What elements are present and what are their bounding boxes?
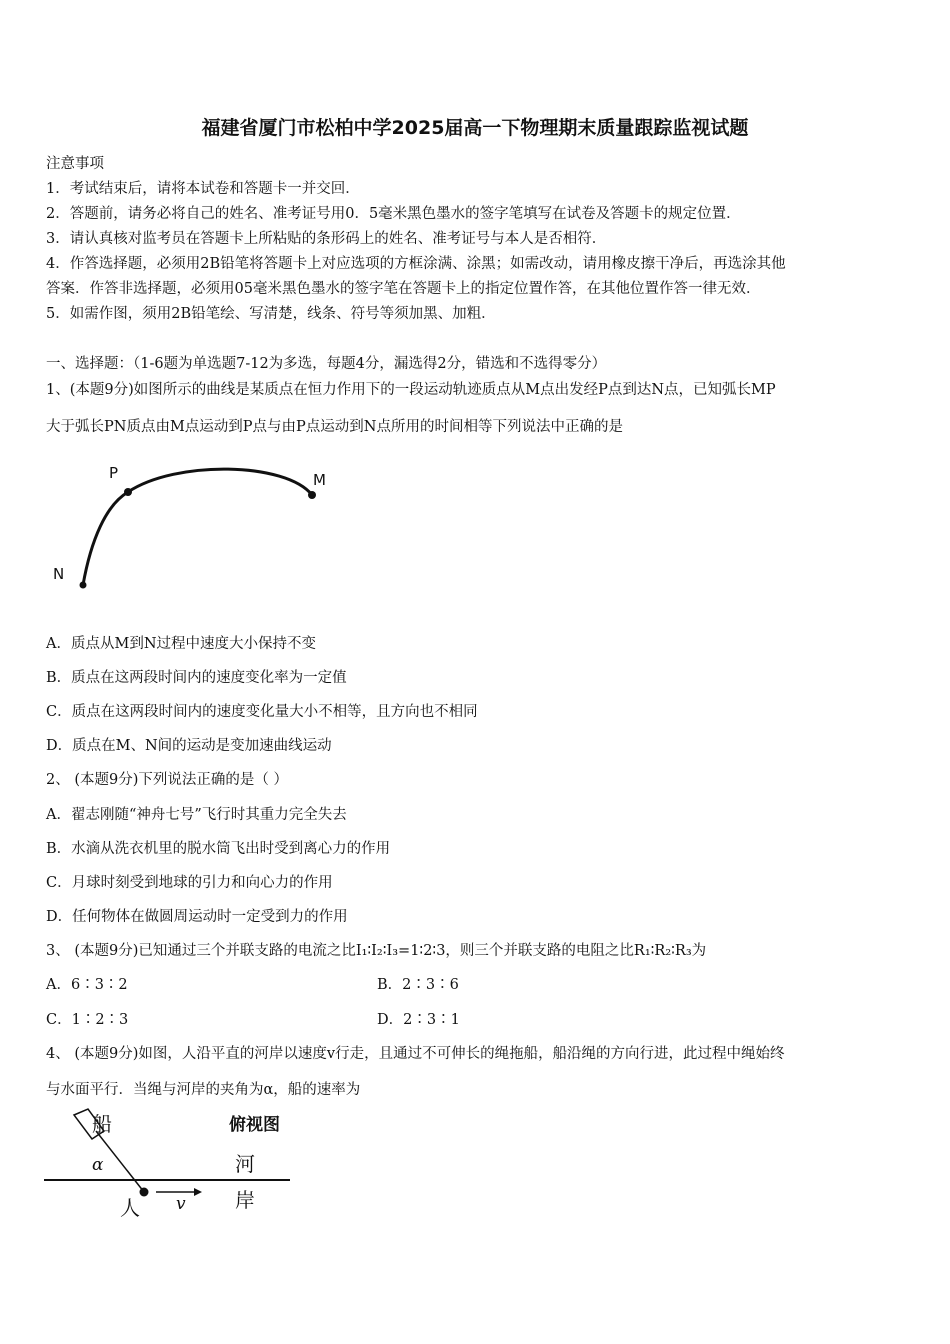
notice-item: 5．如需作图，须用2B铅笔绘、写清楚，线条、符号等须加黑、加粗． [46, 306, 496, 322]
notice-item: 3．请认真核对监考员在答题卡上所粘贴的条形码上的姓名、准考证号与本人是否相符． [46, 231, 607, 247]
label-n: N [53, 565, 65, 583]
q1-option-b: B．质点在这两段时间内的速度变化率为一定值 [46, 670, 347, 686]
point-n [80, 582, 87, 589]
label-river: 河 [235, 1152, 255, 1176]
page-title: 福建省厦门市松柏中学2025届高一下物理期末质量跟踪监视试题 [201, 117, 749, 139]
person-point [140, 1188, 149, 1197]
q1-stem-line2: 大于弧长PN质点由M点运动到P点与由P点运动到N点所用的时间相等下列说法中正确的是 [46, 419, 623, 435]
section-heading: 一、选择题：（1-6题为单选题7-12为多选，每题4分，漏选得2分，错选和不选得零分） [46, 356, 607, 372]
q3-stem: 3、 (本题9分)已知通过三个并联支路的电流之比I₁∶I₂∶I₃=1∶2∶3，则三个并联支路的电阻之比R₁∶R₂∶R₃为 [46, 943, 707, 959]
q3-option-b: B．2∶3∶6 [377, 977, 459, 993]
trajectory-curve [83, 469, 312, 585]
q2-option-a: A．翟志刚随“神舟七号”飞行时其重力完全失去 [46, 807, 347, 823]
notice-item: 答案．作答非选择题，必须用05毫米黑色墨水的签字笔在答题卡上的指定位置作答，在其他位置作答一律无效． [46, 281, 761, 297]
q2-option-c: C．月球时刻受到地球的引力和向心力的作用 [46, 875, 333, 891]
notice-item: 1．考试结束后，请将本试卷和答题卡一并交回． [46, 181, 360, 197]
q2-option-d: D．任何物体在做圆周运动时一定受到力的作用 [46, 909, 348, 925]
q2-option-b: B．水滴从洗衣机里的脱水筒飞出时受到离心力的作用 [46, 841, 391, 857]
label-boat: 船 [92, 1112, 112, 1136]
label-velocity: v [176, 1194, 186, 1214]
label-top-view: 俯视图 [229, 1115, 280, 1135]
q1-stem-line1: 1、(本题9分)如图所示的曲线是某质点在恒力作用下的一段运动轨迹质点从M点出发经P点到达N点，已知弧长MP [46, 382, 776, 398]
label-m: M [313, 471, 326, 489]
q3-option-d: D．2∶3∶1 [377, 1012, 460, 1028]
q4-stem-line2: 与水面平行．当绳与河岸的夹角为α，船的速率为 [46, 1082, 361, 1098]
point-m [308, 491, 316, 499]
label-p: P [109, 464, 119, 482]
velocity-arrowhead [194, 1188, 202, 1196]
label-person: 人 [120, 1196, 140, 1220]
notice-item: 4．作答选择题，必须用2B铅笔将答题卡上对应选项的方框涂满、涂黑；如需改动，请用橡皮擦干净后，再选涂其他 [46, 256, 786, 272]
point-p [124, 488, 132, 496]
q2-stem: 2、 (本题9分)下列说法正确的是（ ） [46, 772, 288, 788]
label-bank: 岸 [235, 1188, 255, 1212]
q1-option-a: A．质点从M到N过程中速度大小保持不变 [46, 636, 317, 652]
q3-option-c: C．1∶2∶3 [46, 1012, 129, 1028]
q4-stem-line1: 4、 (本题9分)如图，人沿平直的河岸以速度v行走，且通过不可伸长的绳拖船，船沿绳的方向行进，此过程中绳始终 [46, 1046, 785, 1062]
q3-option-a: A．6∶3∶2 [46, 977, 128, 993]
label-alpha: α [92, 1155, 104, 1175]
q1-trajectory-figure [46, 450, 346, 600]
notice-item: 2．答题前，请务必将自己的姓名、准考证号用0．5毫米黑色墨水的签字笔填写在试卷及答题卡的规定位置． [46, 206, 741, 222]
q1-option-c: C．质点在这两段时间内的速度变化量大小不相等，且方向也不相同 [46, 704, 478, 720]
q1-option-d: D．质点在M、N间的运动是变加速曲线运动 [46, 738, 332, 754]
notice-heading: 注意事项 [46, 156, 104, 172]
